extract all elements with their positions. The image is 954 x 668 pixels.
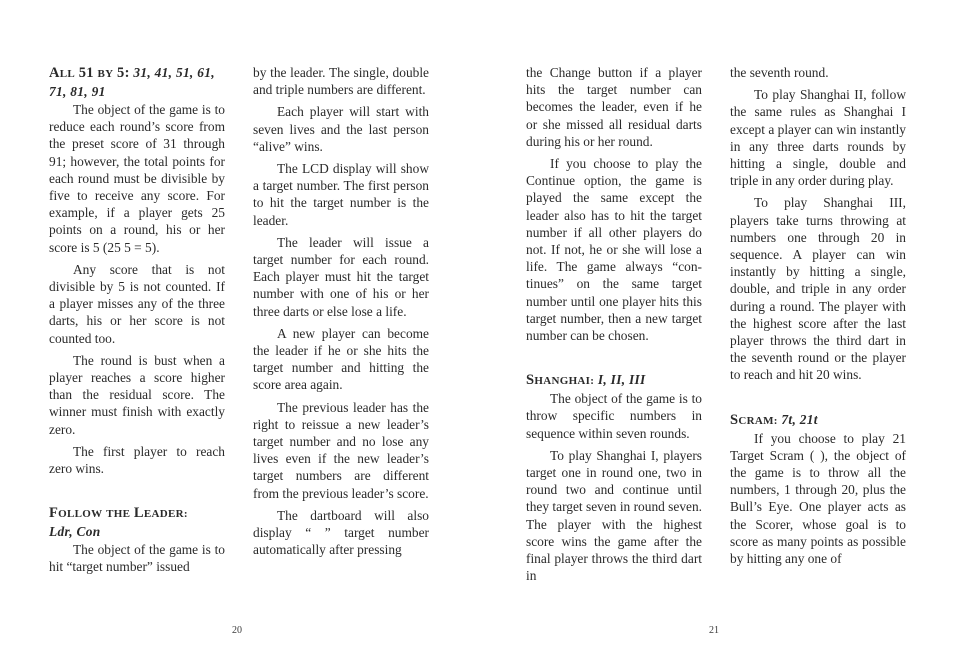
paragraph: The object of the game is to throw specific numbers in sequence within seven rounds. bbox=[526, 391, 702, 441]
paragraph: If you choose to play the Continue option, the game is played the same except the leader also has to hit the target number if all other players do not. If not, he or she will lose a life. The game always “con-tinues” on the same target number until one player hits this target number, then a new target number can be chosen. bbox=[526, 156, 702, 344]
paragraph: by the leader. The single, double and triple numbers are different. bbox=[253, 65, 429, 98]
paragraph: Any score that is not divisible by 5 is not counted. If a player misses any of the three darts, his or her score is not counted too. bbox=[49, 261, 225, 346]
right-page-column-2 bbox=[730, 64, 906, 572]
paragraph: If you choose to play 21 Target Scram ( ), the object of the game is to throw all the numbers, 1 through 20, plus the Bull’s Eye. One player acts as the Scorer, whose goal is to score as many points as possible by hitting any one of bbox=[730, 430, 906, 567]
paragraph: Each player will start with seven lives and the last person “alive” wins. bbox=[253, 104, 429, 154]
heading-scram: SCRAM: 7t, 21t bbox=[730, 411, 818, 428]
paragraph: The dartboard will also display “ ” target number automatically after pressing bbox=[253, 507, 429, 558]
paragraph: The object of the game is to hit “target number” issued bbox=[49, 542, 225, 575]
heading-shanghai: SHANGHAI: I, II, III bbox=[526, 372, 646, 389]
right-page-column-1 bbox=[526, 64, 702, 589]
paragraph: the seventh round. bbox=[730, 65, 829, 80]
heading-variants: Ldr, Con bbox=[49, 524, 101, 540]
left-page-column-2 bbox=[253, 64, 429, 563]
heading-variants: 7t, 21t bbox=[781, 411, 818, 427]
paragraph: To play Shanghai II, follow the same rules as Shanghai I except a player can win instantly in any three darts rounds by hitting a single, double and triple in any order during play. bbox=[730, 87, 906, 189]
paragraph: The round is bust when a player reaches a score higher than the residual score. The winner must finish with exactly zero. bbox=[49, 352, 225, 437]
paragraph: The object of the game is to reduce each round’s score from the preset score of 31 through 91; however, the total points for each round must be divisible by five to receive any score. For example, if a player gets 25 points on a round, his or her score is 5 (25 5 = 5). bbox=[49, 102, 225, 255]
heading-follow-the-leader: FOLLOW THE LEADER: Ldr, Con bbox=[49, 505, 188, 540]
left-page-column-1 bbox=[49, 64, 225, 581]
heading-variants: I, II, III bbox=[597, 372, 646, 388]
heading-variants: 31, 41, 51, 61, 71, 81, 91 bbox=[49, 65, 215, 99]
paragraph: The leader will issue a target number for each round. Each player must hit the target number with one of his or her three darts or else lose a life. bbox=[253, 234, 429, 319]
paragraph: To play Shanghai III, players take turns throwing at numbers one through 20 in sequence. A player can win instantly by hitting a single, double, and triple in any order during a round. The player with the highest score after the last player throws the third dart in the seventh round or the player to reach and hit 20 wins. bbox=[730, 195, 906, 383]
paragraph: the Change button if a player hits the target number can becomes the leader, even if he or she missed all residual darts during his or her round. bbox=[526, 65, 702, 149]
paragraph: The previous leader has the right to reissue a new leader’s target number and no lose any lives even if the new leader’s target numbers are different from the previous leader’s score. bbox=[253, 399, 429, 501]
paragraph: To play Shanghai I, players target one in round one, two in round two and continue until they target seven in round seven. The player with the highest score wins the game after the final player throws the third dart in bbox=[526, 447, 703, 584]
page-number-left: 20 bbox=[232, 625, 242, 636]
paragraph: A new player can become the leader if he or she hits the target number and hitting the score area again. bbox=[253, 325, 429, 393]
paragraph: The LCD display will show a target number. The first person to hit the target number is the leader. bbox=[253, 161, 429, 228]
page-number-right: 21 bbox=[709, 625, 719, 636]
paragraph: The first player to reach zero wins. bbox=[49, 443, 225, 477]
heading-all-51-by-5: ALL 51 BY 5: 31, 41, 51, 61, 71, 81, 91 bbox=[49, 65, 215, 99]
